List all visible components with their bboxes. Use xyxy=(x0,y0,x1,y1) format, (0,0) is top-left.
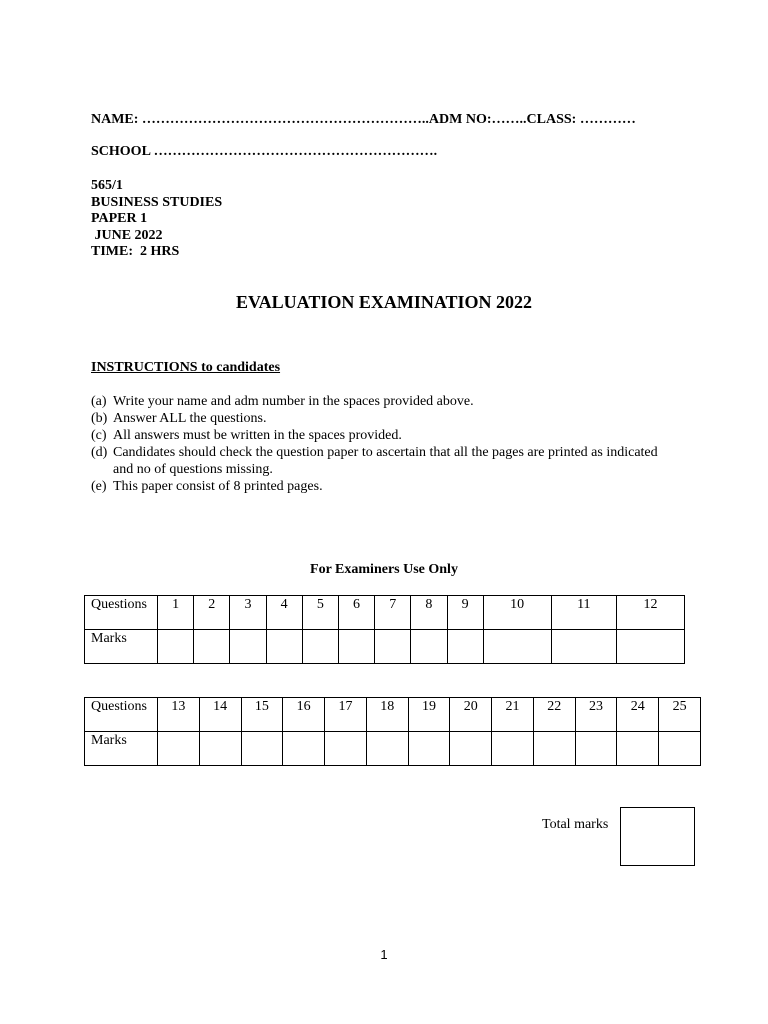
instruction-label: (d) xyxy=(91,445,108,460)
question-number: 15 xyxy=(241,698,283,732)
mark-cell xyxy=(266,630,302,664)
examiners-use-label: For Examiners Use Only xyxy=(310,562,458,577)
mark-cell xyxy=(492,732,534,766)
mark-cell xyxy=(366,732,408,766)
mark-cell xyxy=(447,630,483,664)
questions-row xyxy=(85,698,701,732)
question-number: 18 xyxy=(366,698,408,732)
mark-cell xyxy=(551,630,617,664)
mark-cell xyxy=(483,630,551,664)
page-number: 1 xyxy=(380,947,388,962)
question-number: 17 xyxy=(325,698,367,732)
mark-cell xyxy=(194,630,230,664)
questions-row xyxy=(85,596,685,630)
mark-cell xyxy=(325,732,367,766)
question-number: 20 xyxy=(450,698,492,732)
marks-header: Marks xyxy=(85,630,158,664)
question-number: 7 xyxy=(375,596,411,630)
question-number: 13 xyxy=(158,698,200,732)
question-number: 21 xyxy=(492,698,534,732)
question-number: 8 xyxy=(411,596,447,630)
question-number: 12 xyxy=(617,596,685,630)
question-number: 11 xyxy=(551,596,617,630)
question-number: 2 xyxy=(194,596,230,630)
question-number: 25 xyxy=(659,698,701,732)
question-number: 3 xyxy=(230,596,266,630)
instruction-label: (c) xyxy=(91,428,107,443)
instruction-item xyxy=(91,393,671,410)
question-number: 10 xyxy=(483,596,551,630)
instruction-item xyxy=(91,410,671,427)
question-number: 16 xyxy=(283,698,325,732)
instruction-item xyxy=(91,444,671,478)
exam-date: JUNE 2022 xyxy=(91,227,163,243)
marks-header: Marks xyxy=(85,732,158,766)
question-number: 4 xyxy=(266,596,302,630)
mark-cell xyxy=(659,732,701,766)
instruction-text: All answers must be written in the spaces provided. xyxy=(113,428,402,443)
instruction-text: Answer ALL the questions. xyxy=(113,411,267,426)
mark-cell xyxy=(241,732,283,766)
question-number: 14 xyxy=(199,698,241,732)
marks-row xyxy=(85,732,701,766)
question-number: 1 xyxy=(158,596,194,630)
questions-header: Questions xyxy=(85,698,158,732)
exam-time: TIME: 2 HRS xyxy=(91,244,180,259)
instruction-text: Candidates should check the question paper to ascertain that all the pages are printed as indicated and no of questions missing. xyxy=(113,445,658,477)
mark-cell xyxy=(338,630,374,664)
subject-name: BUSINESS STUDIES xyxy=(91,194,223,210)
instruction-item xyxy=(91,478,671,495)
instruction-item xyxy=(91,427,671,444)
total-marks-label: Total marks xyxy=(542,817,609,832)
mark-cell xyxy=(617,630,685,664)
question-number: 22 xyxy=(533,698,575,732)
paper-number: PAPER 1 xyxy=(91,211,148,226)
question-number: 19 xyxy=(408,698,450,732)
mark-cell xyxy=(199,732,241,766)
mark-cell xyxy=(230,630,266,664)
mark-cell xyxy=(575,732,617,766)
name-adm-class-line: NAME: ……………………………………………………..ADM NO:……..CLASS: ………… xyxy=(91,112,636,127)
marks-table-2 xyxy=(84,697,701,766)
mark-cell xyxy=(283,732,325,766)
mark-cell xyxy=(411,630,447,664)
mark-cell xyxy=(375,630,411,664)
instructions-heading: INSTRUCTIONS to candidates xyxy=(91,360,281,375)
mark-cell xyxy=(158,630,194,664)
instructions-list xyxy=(91,393,671,495)
questions-header: Questions xyxy=(85,596,158,630)
question-number: 9 xyxy=(447,596,483,630)
question-number: 23 xyxy=(575,698,617,732)
mark-cell xyxy=(533,732,575,766)
paper-info xyxy=(91,177,222,260)
total-marks-box xyxy=(620,807,695,866)
marks-table-1 xyxy=(84,595,685,664)
mark-cell xyxy=(408,732,450,766)
mark-cell xyxy=(158,732,200,766)
mark-cell xyxy=(450,732,492,766)
paper-code: 565/1 xyxy=(91,178,123,193)
instruction-text: This paper consist of 8 printed pages. xyxy=(113,479,323,494)
mark-cell xyxy=(617,732,659,766)
question-number: 5 xyxy=(302,596,338,630)
question-number: 24 xyxy=(617,698,659,732)
instruction-label: (b) xyxy=(91,411,108,426)
instruction-label: (e) xyxy=(91,479,107,494)
mark-cell xyxy=(302,630,338,664)
instruction-text: Write your name and adm number in the spaces provided above. xyxy=(113,394,474,409)
exam-title: EVALUATION EXAMINATION 2022 xyxy=(235,292,533,312)
marks-row xyxy=(85,630,685,664)
school-line: SCHOOL ……………………………………………………. xyxy=(91,144,438,159)
question-number: 6 xyxy=(338,596,374,630)
instruction-label: (a) xyxy=(91,394,107,409)
